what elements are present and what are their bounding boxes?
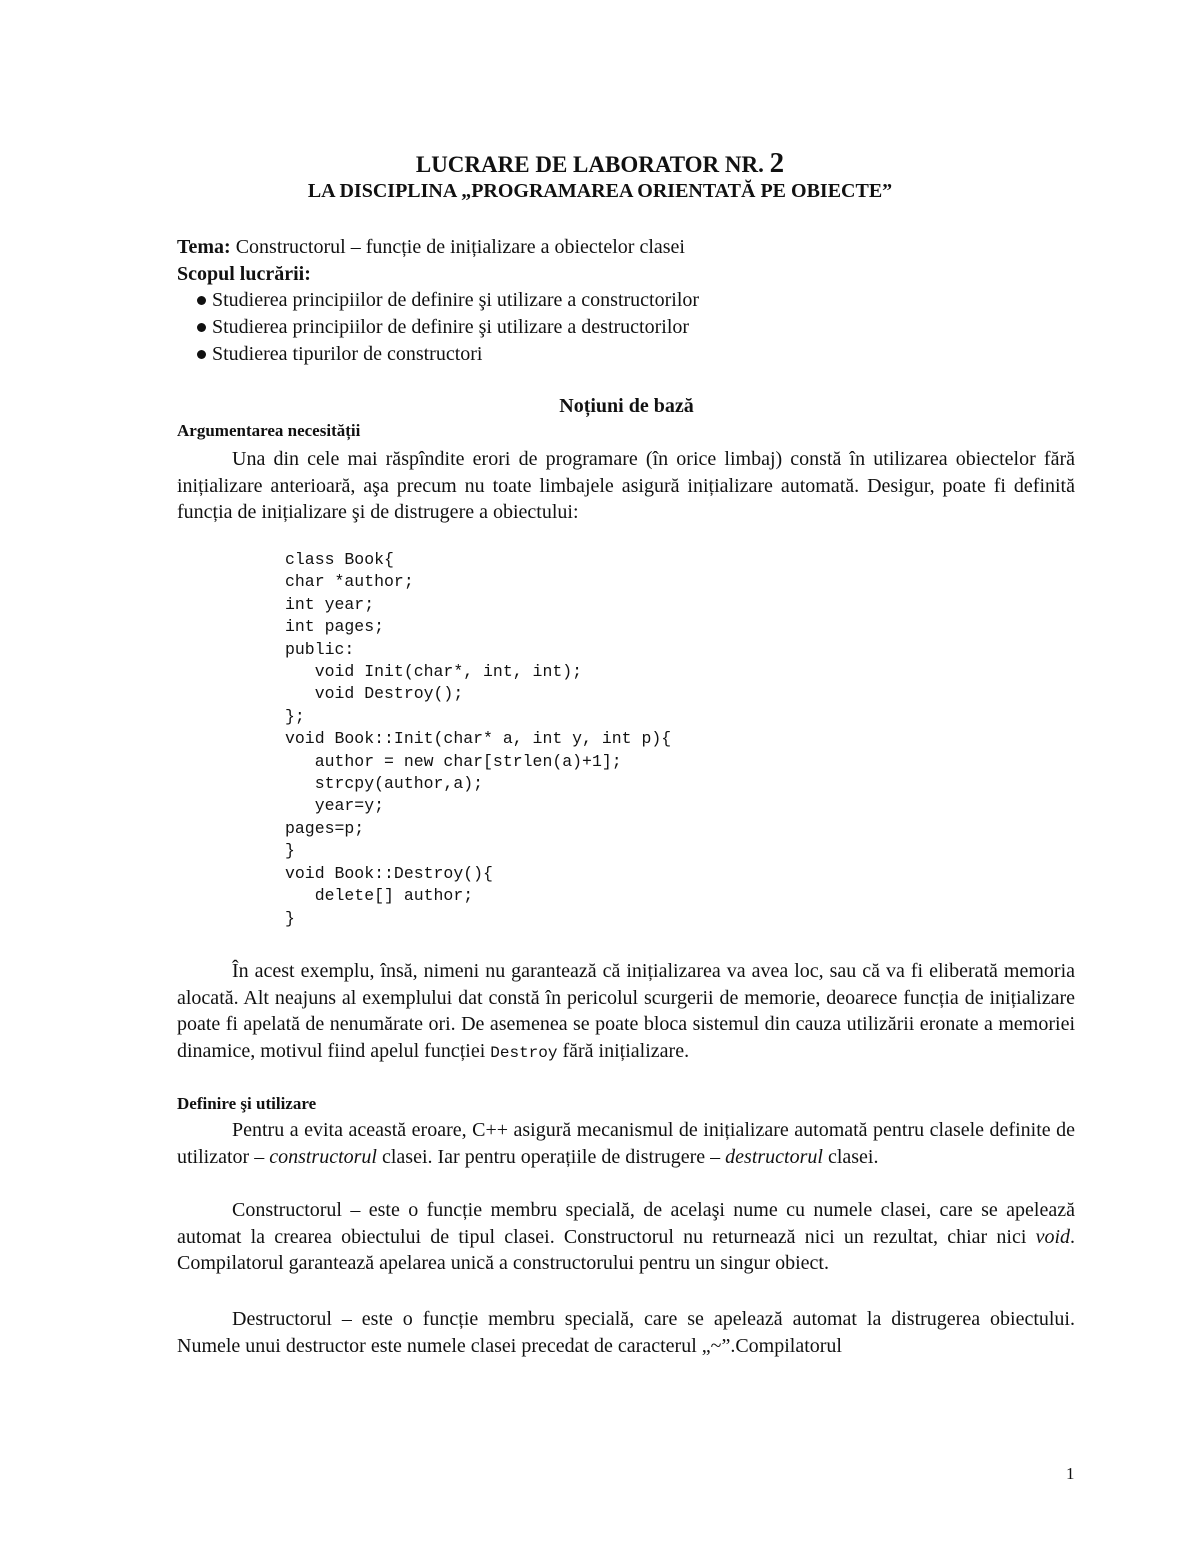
code-line: author = new char[strlen(a)+1]; [285,751,622,771]
discipline-subtitle: LA DISCIPLINA „PROGRAMAREA ORIENTATĂ PE OBIECTE” [307,180,893,202]
argumentare-heading: Argumentarea necesității [177,421,361,440]
argumentare-text: Una din cele mai răspîndite erori de programare (în orice limbaj) constă în utilizarea obiectelor fără inițializare anterioară, aşa precum nu toate limbajele asigură inițializare automată. Desigur, poate fi definită funcția de inițializare şi de distrugere a obiectului: [177,448,1075,524]
definire-p1-middle: clasei. Iar pentru operațiile de distrugere – [376,1145,726,1168]
code-line: } [285,841,295,861]
lab-title-prefix: LUCRARE DE LABORATOR NR. [415,152,764,177]
code-line: year=y; [285,796,385,816]
term-destructor: destructorul [725,1145,823,1168]
term-constructor: constructorul [269,1145,377,1168]
definire-p1-text: Pentru a evita această eroare, C++ asigură mecanismul de inițializare automată pentru clasele definite de utilizator – [177,1119,1075,1168]
code-line: char *author; [285,572,414,592]
code-line: class Book{ [285,550,394,569]
page-number: 1 [1066,1464,1075,1483]
critique-text-end: fără inițializare. [557,1039,690,1062]
code-line: } [285,908,295,928]
code-line: public: [285,639,355,659]
code-line: int year; [285,594,375,614]
list-item [197,287,1057,314]
destructor-definition-paragraph [177,1306,1075,1359]
lab-title [0,147,1200,180]
list-item-text: Studierea principiilor de definire şi utilizare a destructorilor [212,316,690,338]
list-item-text: Studierea principiilor de definire şi utilizare a constructorilor [212,289,700,311]
code-line: delete[] author; [285,886,474,906]
definire-heading: Definire şi utilizare [177,1094,317,1113]
code-line: void Book::Destroy(){ [285,863,493,883]
objectives-list [197,287,1057,368]
list-item-text: Studierea tipurilor de constructori [212,343,483,365]
code-line: strcpy(author,a); [285,774,484,794]
code-line: pages=p; [285,818,365,838]
definire-p1-end: clasei. [822,1145,879,1168]
code-line: int pages; [285,617,385,637]
constructor-definition-paragraph [177,1197,1075,1277]
section-title: Noțiuni de bază [559,395,694,417]
bullet-icon [197,350,206,359]
definire-paragraph-1 [177,1117,1075,1170]
code-line: void Init(char*, int, int); [285,662,583,682]
code-block [285,549,671,930]
term-void: void [1035,1225,1070,1248]
scop-label: Scopul lucrării: [177,263,311,285]
lab-number: 2 [769,147,785,179]
bullet-icon [197,323,206,332]
tema-label: Tema: [177,236,231,258]
code-line: }; [285,706,305,726]
constructor-def-end: . Compilatorul garantează apelarea unică a constructorului pentru un singur obiect. [177,1225,1075,1275]
critique-text: În acest exemplu, însă, nimeni nu garantează că inițializarea va avea loc, sau că va fi eliberată memoria alocată. Alt neajuns al exemplului dat constă în pericolul scurgerii de memorie, deoarece funcția de inițializare poate fi apelată de nenumărate ori. De asemenea se poate bloca sistemul din cauza utilizării eronate a memoriei dinamice, motivul fiind apelul funcției [177,960,1075,1062]
destructor-def-text: Destructorul – este o funcție membru specială, care se apelează automat la distrugerea obiectului. Numele unui destructor este numele clasei precedat de caracterul „~”.Compilatorul [177,1308,1075,1357]
tema-line [177,234,1075,261]
code-line: void Destroy(); [285,684,464,704]
list-item [197,341,1057,368]
inline-code-destroy: Destroy [490,1043,558,1062]
example-critique-paragraph [177,958,1075,1066]
list-item [197,314,1057,341]
argumentare-paragraph [177,446,1075,526]
bullet-icon [197,296,206,305]
code-line: void Book::Init(char* a, int y, int p){ [285,729,672,749]
tema-text: Constructorul – funcție de inițializare a obiectelor clasei [230,236,685,258]
constructor-def-text: Constructorul – este o funcție membru specială, de acelaşi nume cu numele clasei, care se apelează automat la crearea obiectului de tipul clasei. Constructorul nu returnează nici un rezultat, chiar nici [177,1199,1075,1248]
